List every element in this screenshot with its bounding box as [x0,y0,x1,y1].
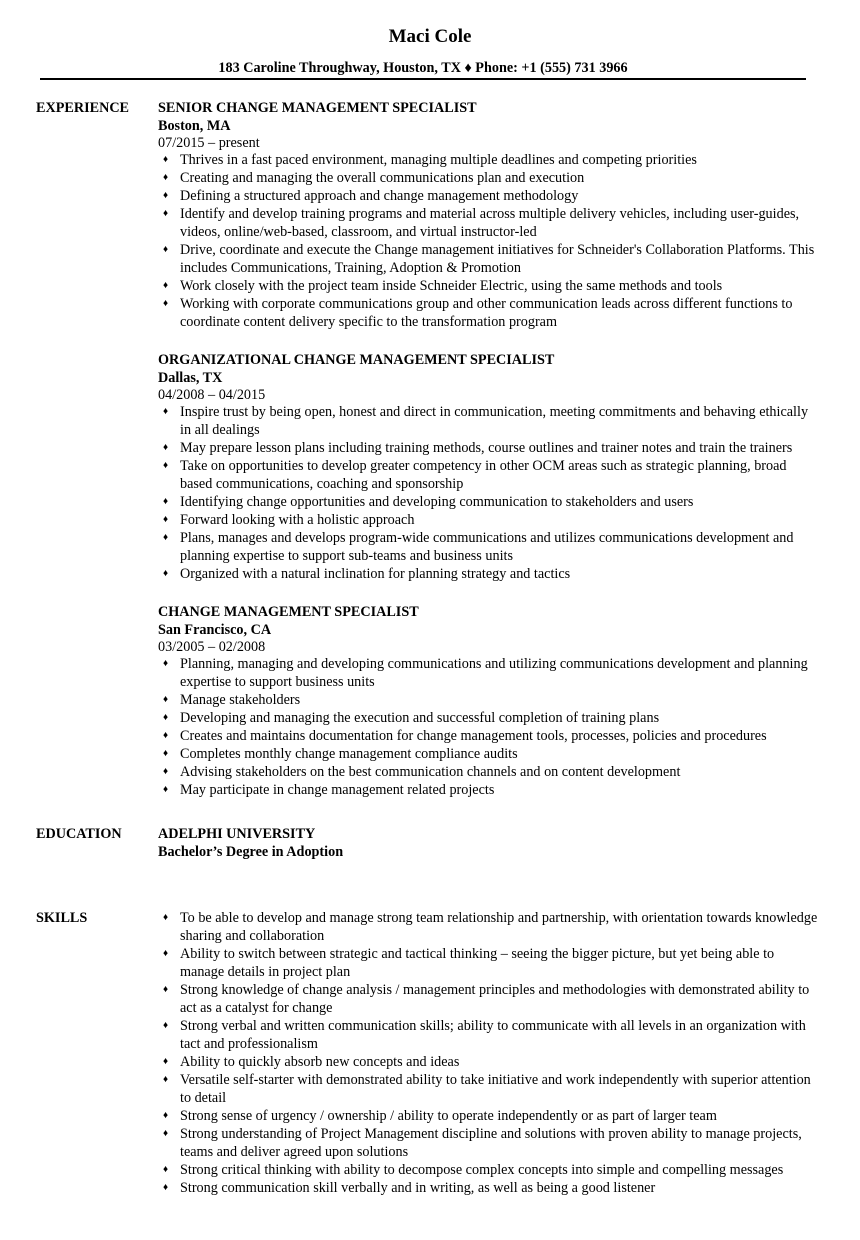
bullet-diamond-icon: ♦ [163,1110,169,1121]
bullet-item [158,727,818,745]
bullet-item [158,1179,818,1197]
bullet-diamond-icon: ♦ [163,1164,169,1175]
bullet-diamond-icon: ♦ [163,1074,169,1085]
job-bullets [158,403,818,583]
bullet-diamond-icon: ♦ [163,208,169,219]
job-entry [158,351,818,583]
bullet-text: Versatile self-starter with demonstrated ability to take initiative and work independently with superior attention to detail [180,1072,811,1106]
job-location: Dallas, TX [158,370,223,386]
bullet-diamond-icon: ♦ [163,784,169,795]
bullet-item [158,205,818,241]
bullet-text: Strong verbal and written communication skills; ability to communicate with all levels in an organization with tact and professionalism [180,1018,806,1052]
bullet-item [158,909,818,945]
bullet-text: Drive, coordinate and execute the Change management initiatives for Schneider's Collaboration Platforms. This includes Communications, Training, Adoption & Promotion [180,242,815,276]
bullet-item [158,241,818,277]
bullet-diamond-icon: ♦ [163,154,169,165]
bullet-item [158,187,818,205]
bullet-diamond-icon: ♦ [163,694,169,705]
bullet-item [158,655,818,691]
bullet-item [158,529,818,565]
bullet-diamond-icon: ♦ [163,406,169,417]
bullet-text: Manage stakeholders [180,692,301,708]
bullet-item [158,1017,818,1053]
bullet-text: To be able to develop and manage strong team relationship and partnership, with orientation towards knowledge sharing and collaboration [180,910,818,944]
bullet-text: Advising stakeholders on the best communication channels and on content development [180,764,681,780]
bullet-text: Creating and managing the overall communications plan and execution [180,170,585,186]
bullet-text: Identify and develop training programs and material across multiple delivery vehicles, including user-guides, videos, online/web-based, classroom, and virtual instructor-led [180,206,800,240]
skills-body [158,909,818,1197]
job-title: ORGANIZATIONAL CHANGE MANAGEMENT SPECIALIST [158,352,555,368]
bullet-item [158,511,818,529]
bullet-item [158,169,818,187]
bullet-item [158,745,818,763]
bullet-text: Planning, managing and developing communications and utilizing communications development and planning expertise to support business units [180,656,808,690]
bullet-text: Strong sense of urgency / ownership / ability to operate independently or as part of larger team [180,1108,717,1124]
bullet-item [158,565,818,583]
bullet-item [158,493,818,511]
bullet-diamond-icon: ♦ [163,766,169,777]
education-degree: Bachelor’s Degree in Adoption [158,844,344,860]
bullet-item [158,709,818,727]
bullet-text: Ability to switch between strategic and tactical thinking – seeing the bigger picture, but yet being able to manage details in project plan [180,946,775,980]
education-school: ADELPHI UNIVERSITY [158,826,316,842]
bullet-item [158,691,818,709]
section-title-education: EDUCATION [36,826,122,842]
bullet-item [158,781,818,799]
bullet-item [158,295,818,331]
bullet-item [158,277,818,295]
bullet-item [158,763,818,781]
job-title: CHANGE MANAGEMENT SPECIALIST [158,604,419,620]
bullet-diamond-icon: ♦ [163,984,169,995]
education-body [158,825,818,861]
job-entry [158,603,818,799]
bullet-diamond-icon: ♦ [163,442,169,453]
bullet-diamond-icon: ♦ [163,712,169,723]
bullet-item [158,1053,818,1071]
bullet-text: Defining a structured approach and change management methodology [180,188,579,204]
bullet-diamond-icon: ♦ [163,298,169,309]
bullet-text: Developing and managing the execution and successful completion of training plans [180,710,660,726]
job-dates: 07/2015 – present [158,135,260,151]
bullet-text: May participate in change management related projects [180,782,495,798]
bullet-diamond-icon: ♦ [163,532,169,543]
bullet-item [158,981,818,1017]
bullet-diamond-icon: ♦ [163,748,169,759]
job-bullets [158,151,818,331]
bullet-text: Work closely with the project team inside Schneider Electric, using the same methods and tools [180,278,723,294]
bullet-item [158,1071,818,1107]
bullet-item [158,945,818,981]
contact-line: 183 Caroline Throughway, Houston, TX ♦ Phone: +1 (555) 731 3966 [218,60,628,76]
bullet-diamond-icon: ♦ [163,948,169,959]
job-entry [158,99,818,331]
section-title-experience: EXPERIENCE [36,100,130,116]
bullet-diamond-icon: ♦ [163,568,169,579]
bullet-text: Identifying change opportunities and developing communication to stakeholders and users [180,494,694,510]
bullet-diamond-icon: ♦ [163,1182,169,1193]
bullet-item [158,151,818,169]
bullet-diamond-icon: ♦ [163,1128,169,1139]
resume-name: Maci Cole [388,26,472,47]
bullet-diamond-icon: ♦ [163,172,169,183]
bullet-item [158,403,818,439]
job-bullets [158,655,818,799]
bullet-text: Strong understanding of Project Management discipline and solutions with proven ability to manage projects, teams and deliver agreed upon solutions [180,1126,802,1160]
bullet-item [158,1125,818,1161]
bullet-text: Completes monthly change management compliance audits [180,746,518,762]
bullet-diamond-icon: ♦ [163,1056,169,1067]
bullet-text: Ability to quickly absorb new concepts and ideas [180,1054,460,1070]
bullet-diamond-icon: ♦ [163,730,169,741]
job-location: San Francisco, CA [158,622,272,638]
job-location: Boston, MA [158,118,231,134]
bullet-text: May prepare lesson plans including training methods, course outlines and trainer notes and train the trainers [180,440,793,456]
bullet-diamond-icon: ♦ [163,514,169,525]
header-divider [40,78,806,80]
bullet-text: Strong critical thinking with ability to decompose complex concepts into simple and compelling messages [180,1162,784,1178]
experience-body [158,99,818,819]
bullet-text: Strong knowledge of change analysis / management principles and methodologies with demonstrated ability to act as a catalyst for change [180,982,810,1016]
bullet-diamond-icon: ♦ [163,190,169,201]
bullet-text: Plans, manages and develops program-wide communications and utilizes communications development and planning expertise to support sub-teams and business units [180,530,794,564]
bullet-diamond-icon: ♦ [163,1020,169,1031]
bullet-item [158,439,818,457]
bullet-diamond-icon: ♦ [163,658,169,669]
bullet-text: Thrives in a fast paced environment, managing multiple deadlines and competing priorities [180,152,697,168]
bullet-diamond-icon: ♦ [163,912,169,923]
bullet-text: Forward looking with a holistic approach [180,512,415,528]
bullet-text: Creates and maintains documentation for change management tools, processes, policies and procedures [180,728,767,744]
job-dates: 04/2008 – 04/2015 [158,387,266,403]
bullet-text: Inspire trust by being open, honest and direct in communication, meeting commitments and behaving ethically in all dealings [180,404,809,438]
section-title-skills: SKILLS [36,910,88,926]
skills-bullets [158,909,818,1197]
bullet-text: Working with corporate communications group and other communication leads across different functions to coordinate content delivery specific to the transformation program [180,296,793,330]
job-dates: 03/2005 – 02/2008 [158,639,266,655]
bullet-diamond-icon: ♦ [163,280,169,291]
bullet-diamond-icon: ♦ [163,460,169,471]
bullet-text: Strong communication skill verbally and in writing, as well as being a good listener [180,1180,656,1196]
bullet-diamond-icon: ♦ [163,496,169,507]
bullet-text: Take on opportunities to develop greater competency in other OCM areas such as strategic planning, broad based communications, coaching and sponsorship [180,458,787,492]
bullet-item [158,1161,818,1179]
job-title: SENIOR CHANGE MANAGEMENT SPECIALIST [158,100,477,116]
bullet-text: Organized with a natural inclination for planning strategy and tactics [180,566,571,582]
bullet-diamond-icon: ♦ [163,244,169,255]
bullet-item [158,457,818,493]
bullet-item [158,1107,818,1125]
